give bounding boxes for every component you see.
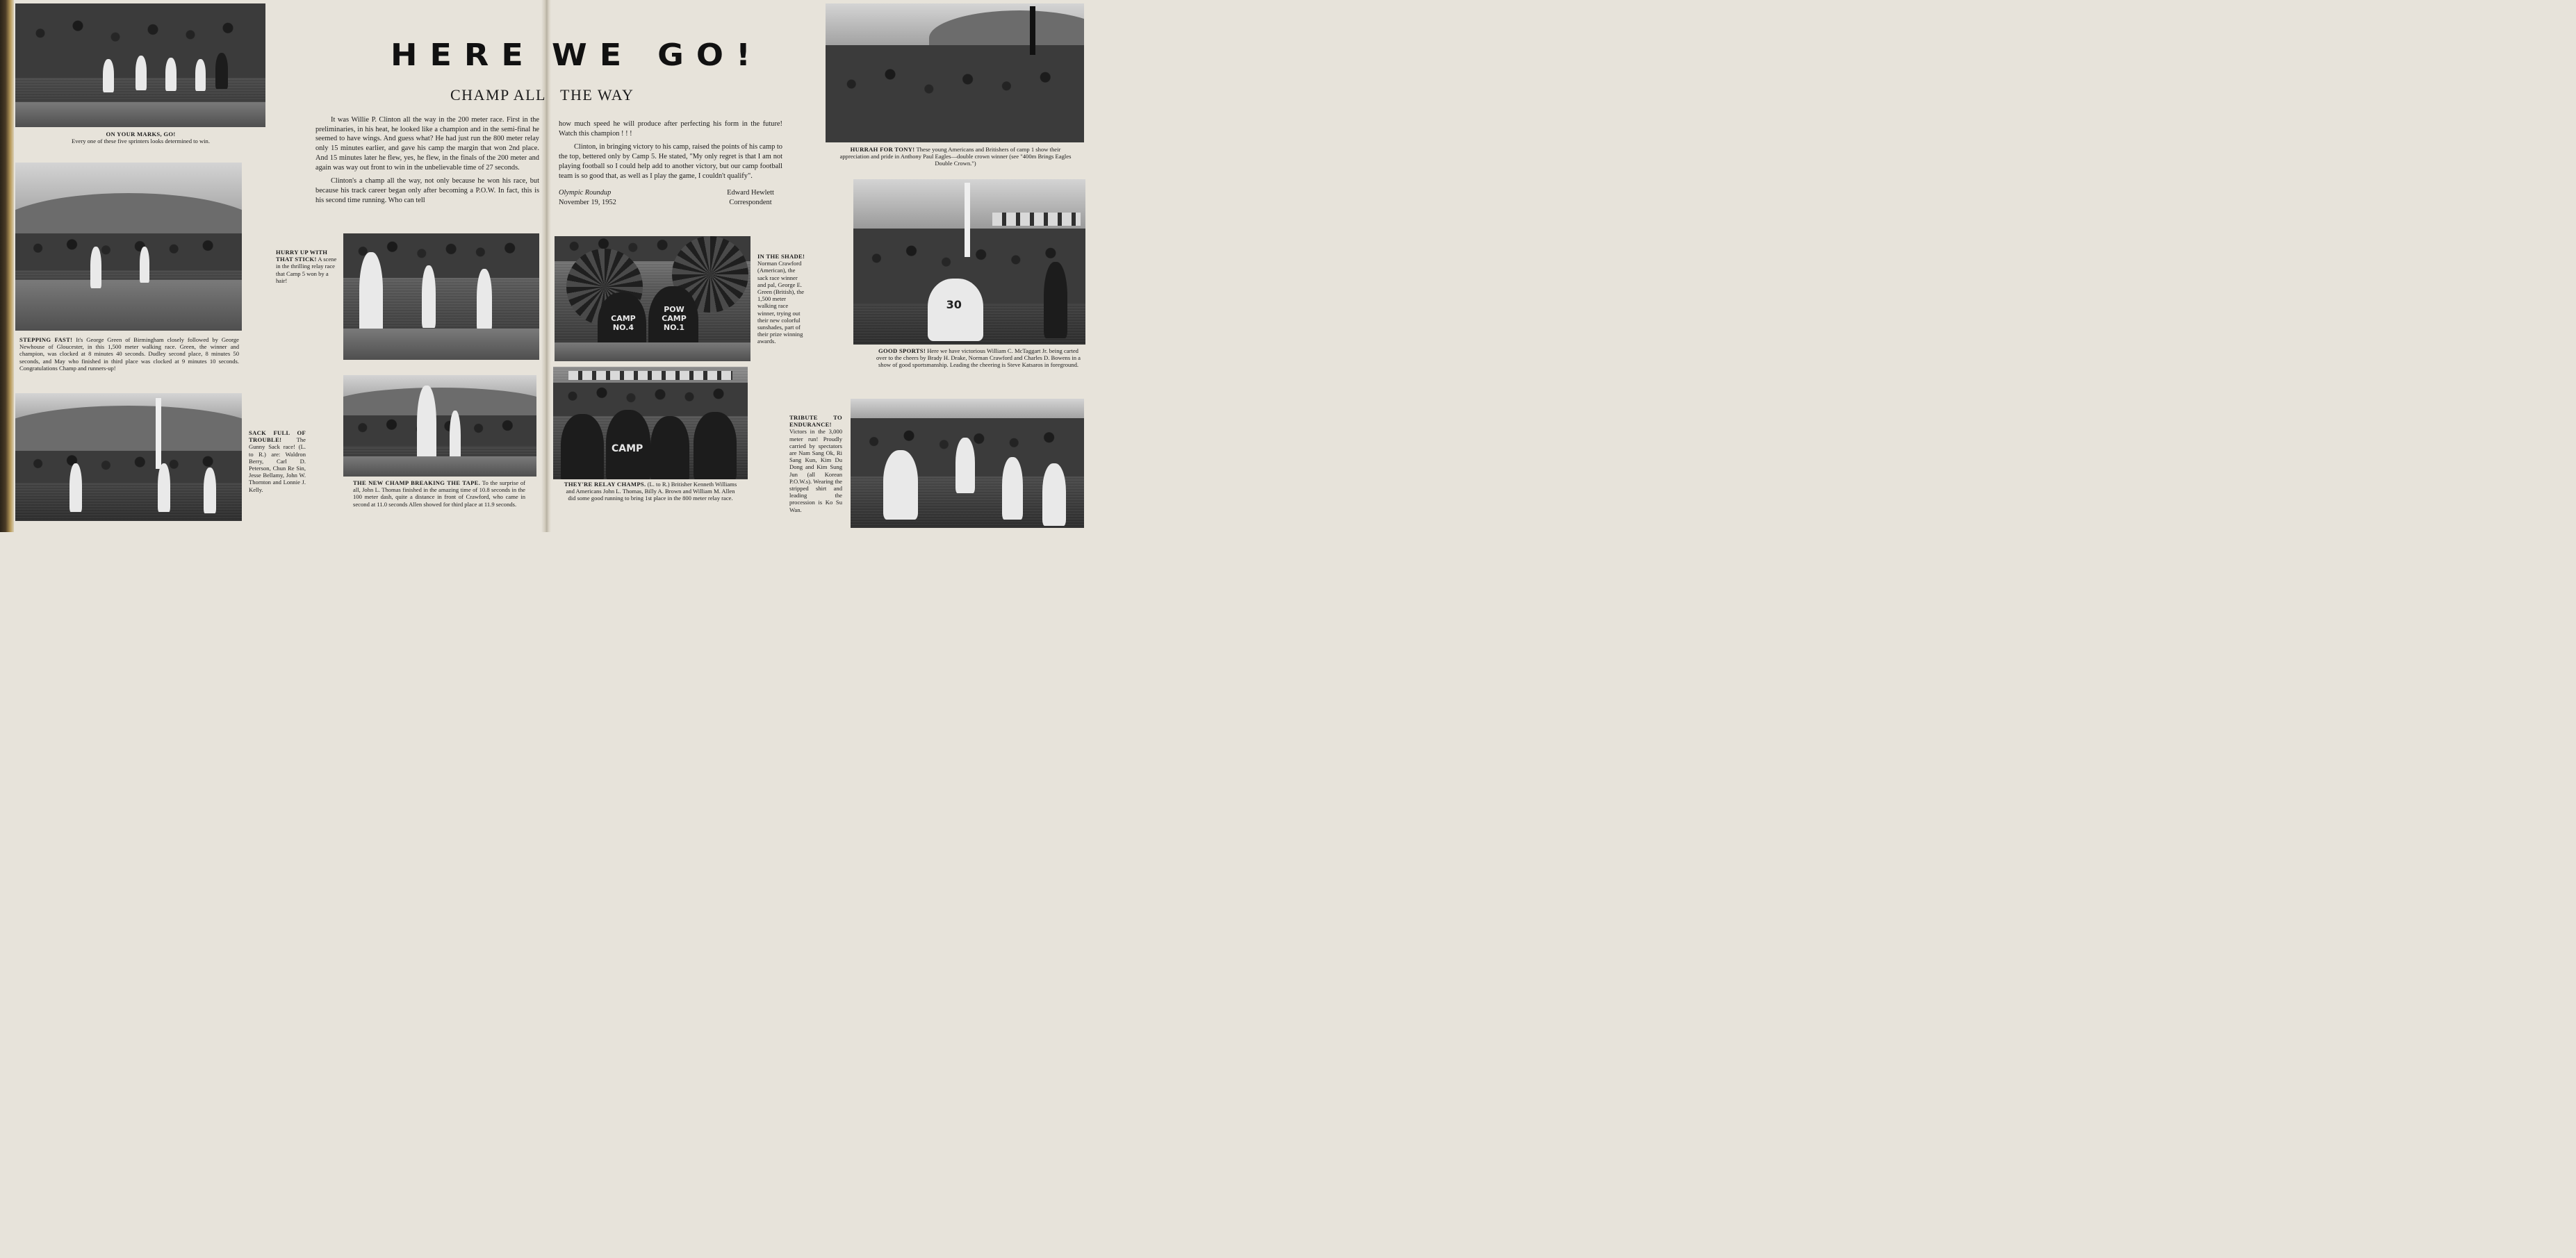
caption-text: Every one of these five sprinters looks determined to win. bbox=[71, 138, 211, 145]
caption-sack-full bbox=[249, 429, 306, 493]
caption-text: (L. to R.) Britisher Kenneth Williams and Americans John L. Thomas, Billy A. Brown and William M. Allen did some good running to bring 1st place in the 800 meter relay race. bbox=[566, 481, 737, 502]
article-paragraph: It was Willie P. Clinton all the way in the 200 meter race. First in the preliminaries, in his heat, he looked like a champion and in the semi-final he seemed to have wings. And guess what? He had just run the 800 meter relay only 15 minutes earlier, and gave his camp the margin that won 2nd place. And 15 minutes later he flew, yes, he flew, in the finals of the 200 meter and again was way out front to win in the unbelievable time of 27 seconds. bbox=[315, 116, 539, 172]
article-paragraph: Clinton, in bringing victory to his camp, raised the points of his camp to the top, bettered only by Camp 5. He stated, "My only regret is that I am not playing football so I could help add to another victory, but our camp football team is so good that, as well as I play the game, I couldn't qualify". bbox=[559, 143, 782, 180]
caption-title: IN THE SHADE! bbox=[757, 253, 805, 260]
signature-date: November 19, 1952 bbox=[559, 198, 616, 206]
photo-in-the-shade bbox=[555, 236, 750, 361]
signature-author bbox=[716, 188, 785, 207]
caption-in-the-shade bbox=[757, 253, 806, 345]
caption-title: HURRY UP WITH THAT STICK! bbox=[276, 249, 328, 263]
book-binding bbox=[0, 0, 14, 532]
caption-text: Victors in the 3,000 meter run! Proudly carried by spectators are Nam Sang Ok, Ri Sang Kun, Kim Du Dong and Kim Sung Jun (all Korean P.O.W.s). Wearing the stripped shirt and leading the procession is Ko Su Wan. bbox=[789, 428, 842, 513]
signature-name: Edward Hewlett bbox=[727, 189, 774, 197]
photo-stepping-fast bbox=[15, 163, 242, 331]
caption-text: To the surprise of all, John L. Thomas finished in the amazing time of 10.8 seconds in the 100 meter dash, quite a distance in front of Crawford, who came in second at 11.0 seconds Allen showed for third place at 11.9 seconds. bbox=[353, 479, 525, 508]
shirt-label-pow-camp: POW CAMP NO.1 bbox=[662, 305, 687, 332]
caption-text: The Gunny Sack race! (L. to R.) are: Waldron Berry, Carl D. Peterson, Chun Re Sin, Jesse Bellamy, John W. Thornton and Lonnie J. Kelly. bbox=[249, 436, 306, 493]
photo-hurrah-for-tony bbox=[826, 3, 1084, 142]
caption-on-your-marks bbox=[28, 131, 254, 144]
caption-text: Norman Crawford (American), the sack race winner and pal, George E. Green (British), the 1,500 meter walking race winner, trying out their new colorful sunshades, part of their prize winning awards. bbox=[757, 260, 805, 345]
photo-relay-champs bbox=[553, 367, 748, 479]
caption-hurrah-for-tony bbox=[835, 146, 1076, 167]
page-spine bbox=[541, 0, 551, 532]
caption-text: These young Americans and Britishers of camp 1 show their appreciation and pride in Anthony Paul Eagles—double crown winner (see "400m Brings Eagles Double Crown.") bbox=[839, 146, 1072, 167]
caption-tribute bbox=[789, 414, 842, 513]
signature-role: Correspondent bbox=[729, 198, 772, 206]
shirt-label-camp: CAMP bbox=[612, 443, 643, 455]
caption-title: THE NEW CHAMP BREAKING THE TAPE. bbox=[353, 479, 481, 486]
caption-text: It's George Green of Birmingham closely followed by George Newhouse of Gloucester, in this 1,500 meter walking race. Green, the winner and champion, was clocked at 8 minutes 40 seconds. Dudley second place, 8 minutes 50 seconds, and May who finished in third place was clocked at 9 minutes 10 seconds. Congratulations Champ and runners-up! bbox=[19, 336, 239, 372]
headline-left: HERE bbox=[391, 37, 536, 73]
photo-new-champ bbox=[343, 375, 536, 477]
headline-right: WE GO! bbox=[552, 37, 764, 73]
caption-new-champ bbox=[353, 479, 525, 508]
caption-title: GOOD SPORTS! bbox=[878, 347, 926, 354]
caption-title: STEPPING FAST! bbox=[19, 336, 73, 343]
caption-title: THEY'RE RELAY CHAMPS. bbox=[564, 481, 646, 488]
jersey-number: 30 bbox=[946, 298, 962, 312]
photo-tribute-to-endurance bbox=[851, 399, 1084, 528]
shirt-label-camp-4: CAMP NO.4 bbox=[611, 313, 636, 332]
signature-source bbox=[559, 188, 670, 207]
signature-publication: Olympic Roundup bbox=[559, 189, 612, 197]
article-paragraph: how much speed he will produce after perfecting his form in the future! Watch this champion ! ! ! bbox=[559, 120, 782, 138]
caption-title: ON YOUR MARKS, GO! bbox=[106, 131, 176, 138]
caption-stepping-fast bbox=[19, 336, 239, 372]
caption-text: Here we have victorious William C. McTaggart Jr. being carted over to the cheers by Brady H. Drake, Norman Crawford and Charles D. Bowens in a show of good sportsmanship. Leading the cheering is Steve Katsaros in foreground. bbox=[876, 347, 1081, 369]
photo-on-your-marks bbox=[15, 3, 265, 127]
photo-good-sports bbox=[853, 179, 1085, 345]
caption-good-sports bbox=[874, 347, 1083, 369]
caption-text: A scene in the thrilling relay race that Camp 5 won by a hair! bbox=[276, 256, 337, 284]
caption-title: SACK FULL OF TROUBLE! bbox=[249, 429, 306, 444]
photo-relay-race bbox=[343, 233, 539, 360]
subhead-right: THE WAY bbox=[560, 86, 634, 104]
caption-title: HURRAH FOR TONY! bbox=[850, 146, 915, 153]
photo-sack-race bbox=[15, 393, 242, 521]
subhead-left: CHAMP ALL bbox=[450, 86, 546, 104]
caption-hurry-up bbox=[276, 249, 338, 284]
caption-relay-champs bbox=[561, 481, 739, 502]
article-column-left bbox=[315, 115, 539, 209]
article-paragraph: Clinton's a champ all the way, not only because he won his race, but because his track career began only after becoming a P.O.W. In fact, this is his second time running. Who can tell bbox=[315, 177, 539, 204]
caption-title: TRIBUTE TO ENDURANCE! bbox=[789, 414, 842, 429]
article-column-right bbox=[559, 119, 782, 185]
